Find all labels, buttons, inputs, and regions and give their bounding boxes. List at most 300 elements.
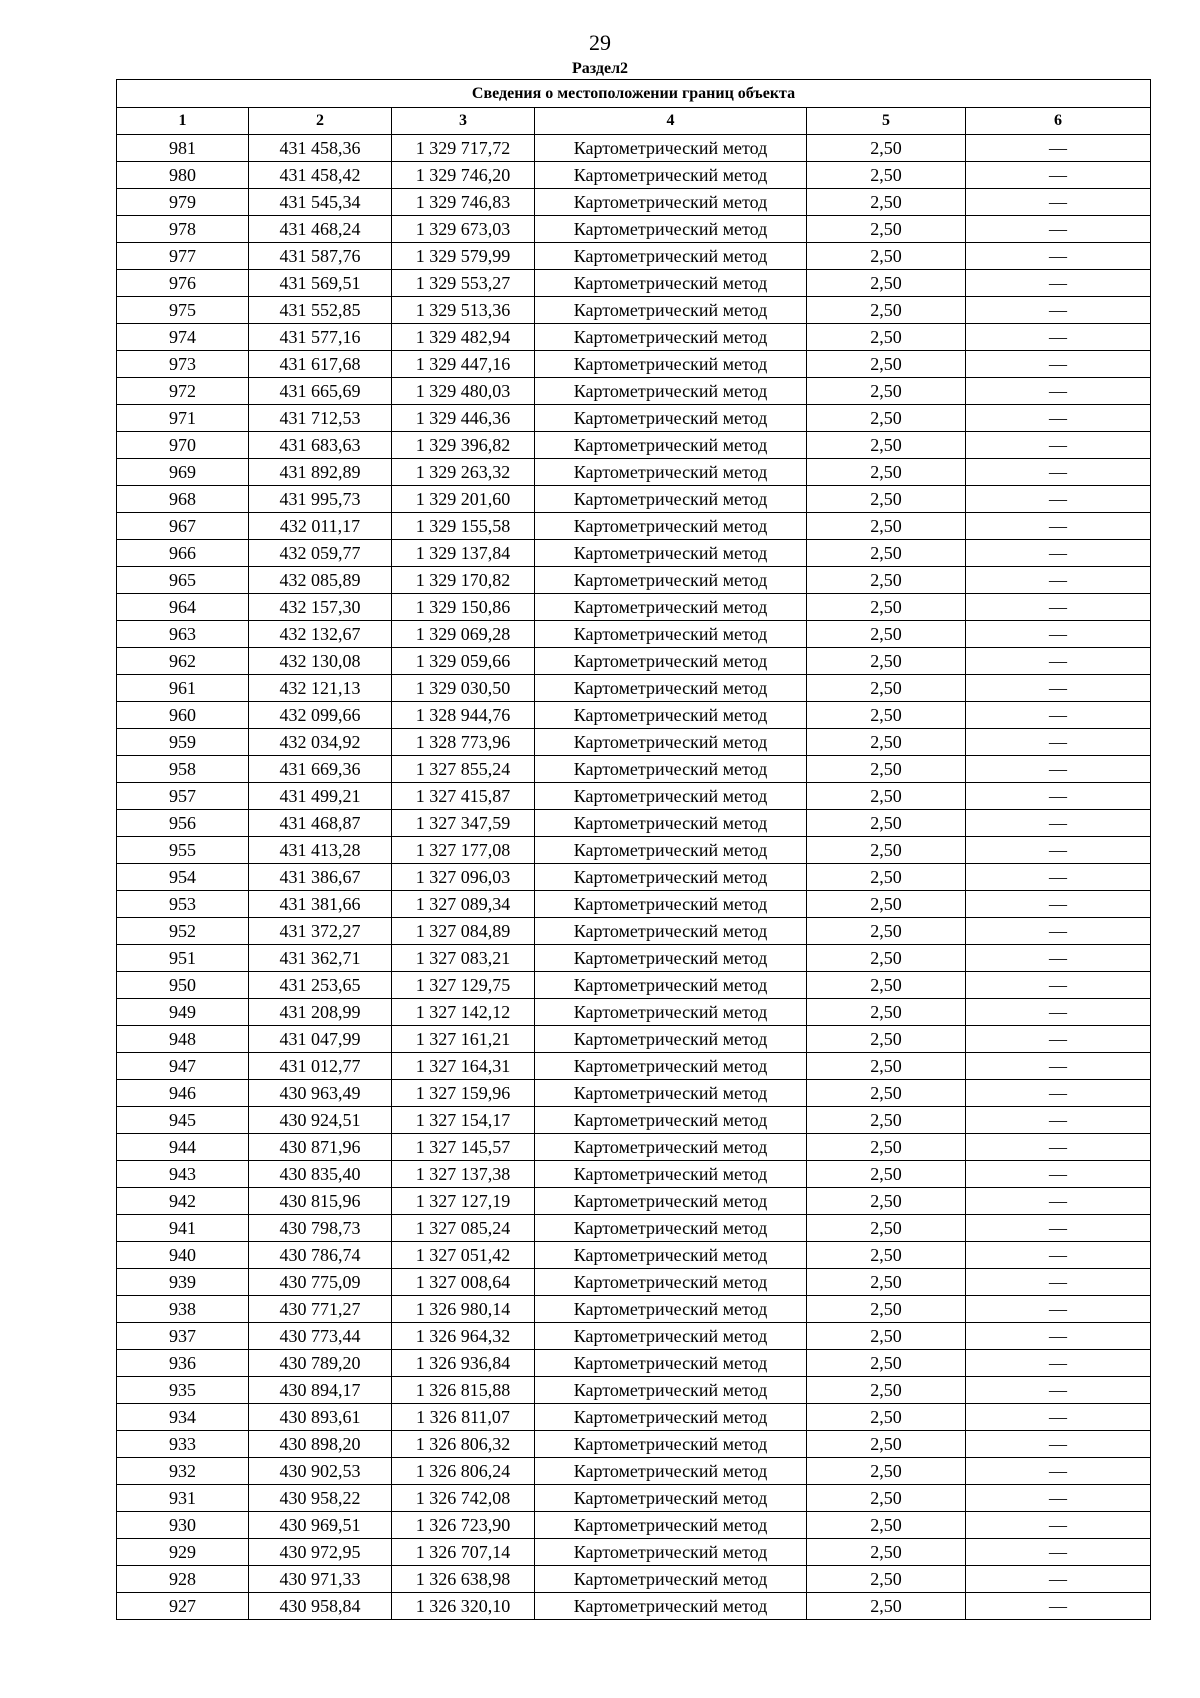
y-coordinate-cell: 1 329 263,32 bbox=[392, 459, 535, 486]
table-row bbox=[117, 1539, 1151, 1566]
table-row bbox=[117, 162, 1151, 189]
table-row bbox=[117, 810, 1151, 837]
table-row bbox=[117, 1134, 1151, 1161]
column-number-5: 5 bbox=[807, 108, 966, 135]
accuracy-cell: 2,50 bbox=[807, 1458, 966, 1485]
accuracy-cell: 2,50 bbox=[807, 756, 966, 783]
y-coordinate-cell: 1 329 717,72 bbox=[392, 135, 535, 162]
method-cell: Картометрический метод bbox=[535, 810, 807, 837]
accuracy-cell: 2,50 bbox=[807, 216, 966, 243]
y-coordinate-cell: 1 327 177,08 bbox=[392, 837, 535, 864]
y-coordinate-cell: 1 326 811,07 bbox=[392, 1404, 535, 1431]
description-cell: — bbox=[966, 783, 1151, 810]
point-number-cell: 955 bbox=[117, 837, 249, 864]
method-cell: Картометрический метод bbox=[535, 324, 807, 351]
accuracy-cell: 2,50 bbox=[807, 891, 966, 918]
x-coordinate-cell: 432 011,17 bbox=[249, 513, 392, 540]
table-row bbox=[117, 648, 1151, 675]
point-number-cell: 953 bbox=[117, 891, 249, 918]
point-number-cell: 975 bbox=[117, 297, 249, 324]
description-cell: — bbox=[966, 135, 1151, 162]
x-coordinate-cell: 430 798,73 bbox=[249, 1215, 392, 1242]
accuracy-cell: 2,50 bbox=[807, 1215, 966, 1242]
accuracy-cell: 2,50 bbox=[807, 864, 966, 891]
y-coordinate-cell: 1 329 201,60 bbox=[392, 486, 535, 513]
method-cell: Картометрический метод bbox=[535, 1188, 807, 1215]
method-cell: Картометрический метод bbox=[535, 1458, 807, 1485]
table-row bbox=[117, 1269, 1151, 1296]
description-cell: — bbox=[966, 1458, 1151, 1485]
method-cell: Картометрический метод bbox=[535, 135, 807, 162]
description-cell: — bbox=[966, 567, 1151, 594]
description-cell: — bbox=[966, 486, 1151, 513]
method-cell: Картометрический метод bbox=[535, 1323, 807, 1350]
point-number-cell: 938 bbox=[117, 1296, 249, 1323]
point-number-cell: 964 bbox=[117, 594, 249, 621]
description-cell: — bbox=[966, 243, 1151, 270]
x-coordinate-cell: 432 130,08 bbox=[249, 648, 392, 675]
y-coordinate-cell: 1 327 084,89 bbox=[392, 918, 535, 945]
description-cell: — bbox=[966, 1539, 1151, 1566]
description-cell: — bbox=[966, 891, 1151, 918]
x-coordinate-cell: 431 892,89 bbox=[249, 459, 392, 486]
x-coordinate-cell: 431 617,68 bbox=[249, 351, 392, 378]
method-cell: Картометрический метод bbox=[535, 1539, 807, 1566]
point-number-cell: 928 bbox=[117, 1566, 249, 1593]
y-coordinate-cell: 1 327 347,59 bbox=[392, 810, 535, 837]
point-number-cell: 968 bbox=[117, 486, 249, 513]
x-coordinate-cell: 430 835,40 bbox=[249, 1161, 392, 1188]
method-cell: Картометрический метод bbox=[535, 1080, 807, 1107]
y-coordinate-cell: 1 327 129,75 bbox=[392, 972, 535, 999]
y-coordinate-cell: 1 329 513,36 bbox=[392, 297, 535, 324]
point-number-cell: 936 bbox=[117, 1350, 249, 1377]
accuracy-cell: 2,50 bbox=[807, 1134, 966, 1161]
accuracy-cell: 2,50 bbox=[807, 1107, 966, 1134]
y-coordinate-cell: 1 329 396,82 bbox=[392, 432, 535, 459]
method-cell: Картометрический метод bbox=[535, 1485, 807, 1512]
point-number-cell: 978 bbox=[117, 216, 249, 243]
y-coordinate-cell: 1 327 855,24 bbox=[392, 756, 535, 783]
method-cell: Картометрический метод bbox=[535, 1512, 807, 1539]
y-coordinate-cell: 1 326 723,90 bbox=[392, 1512, 535, 1539]
x-coordinate-cell: 431 208,99 bbox=[249, 999, 392, 1026]
x-coordinate-cell: 430 773,44 bbox=[249, 1323, 392, 1350]
point-number-cell: 950 bbox=[117, 972, 249, 999]
x-coordinate-cell: 430 815,96 bbox=[249, 1188, 392, 1215]
description-cell: — bbox=[966, 1404, 1151, 1431]
x-coordinate-cell: 431 458,36 bbox=[249, 135, 392, 162]
description-cell: — bbox=[966, 1107, 1151, 1134]
section-title: Раздел2 bbox=[571, 60, 629, 77]
accuracy-cell: 2,50 bbox=[807, 378, 966, 405]
y-coordinate-cell: 1 329 447,16 bbox=[392, 351, 535, 378]
point-number-cell: 947 bbox=[117, 1053, 249, 1080]
point-number-cell: 969 bbox=[117, 459, 249, 486]
y-coordinate-cell: 1 329 155,58 bbox=[392, 513, 535, 540]
point-number-cell: 971 bbox=[117, 405, 249, 432]
y-coordinate-cell: 1 327 083,21 bbox=[392, 945, 535, 972]
accuracy-cell: 2,50 bbox=[807, 351, 966, 378]
method-cell: Картометрический метод bbox=[535, 891, 807, 918]
point-number-cell: 931 bbox=[117, 1485, 249, 1512]
y-coordinate-cell: 1 329 170,82 bbox=[392, 567, 535, 594]
y-coordinate-cell: 1 329 150,86 bbox=[392, 594, 535, 621]
table-row bbox=[117, 594, 1151, 621]
x-coordinate-cell: 432 034,92 bbox=[249, 729, 392, 756]
table-row bbox=[117, 972, 1151, 999]
description-cell: — bbox=[966, 1188, 1151, 1215]
description-cell: — bbox=[966, 405, 1151, 432]
y-coordinate-cell: 1 327 127,19 bbox=[392, 1188, 535, 1215]
method-cell: Картометрический метод bbox=[535, 1107, 807, 1134]
accuracy-cell: 2,50 bbox=[807, 243, 966, 270]
table-row bbox=[117, 1242, 1151, 1269]
point-number-cell: 952 bbox=[117, 918, 249, 945]
y-coordinate-cell: 1 327 154,17 bbox=[392, 1107, 535, 1134]
table-row bbox=[117, 189, 1151, 216]
point-number-cell: 967 bbox=[117, 513, 249, 540]
accuracy-cell: 2,50 bbox=[807, 837, 966, 864]
point-number-cell: 954 bbox=[117, 864, 249, 891]
accuracy-cell: 2,50 bbox=[807, 918, 966, 945]
table-row bbox=[117, 1215, 1151, 1242]
accuracy-cell: 2,50 bbox=[807, 1188, 966, 1215]
point-number-cell: 972 bbox=[117, 378, 249, 405]
x-coordinate-cell: 431 386,67 bbox=[249, 864, 392, 891]
accuracy-cell: 2,50 bbox=[807, 540, 966, 567]
description-cell: — bbox=[966, 945, 1151, 972]
description-cell: — bbox=[966, 1350, 1151, 1377]
description-cell: — bbox=[966, 351, 1151, 378]
description-cell: — bbox=[966, 1242, 1151, 1269]
x-coordinate-cell: 431 253,65 bbox=[249, 972, 392, 999]
method-cell: Картометрический метод bbox=[535, 972, 807, 999]
method-cell: Картометрический метод bbox=[535, 675, 807, 702]
description-cell: — bbox=[966, 513, 1151, 540]
accuracy-cell: 2,50 bbox=[807, 621, 966, 648]
point-number-cell: 933 bbox=[117, 1431, 249, 1458]
method-cell: Картометрический метод bbox=[535, 702, 807, 729]
point-number-cell: 930 bbox=[117, 1512, 249, 1539]
point-number-cell: 957 bbox=[117, 783, 249, 810]
x-coordinate-cell: 430 894,17 bbox=[249, 1377, 392, 1404]
description-cell: — bbox=[966, 810, 1151, 837]
table-row bbox=[117, 999, 1151, 1026]
method-cell: Картометрический метод bbox=[535, 1026, 807, 1053]
table-caption-row bbox=[117, 80, 1151, 108]
y-coordinate-cell: 1 326 742,08 bbox=[392, 1485, 535, 1512]
accuracy-cell: 2,50 bbox=[807, 1350, 966, 1377]
description-cell: — bbox=[966, 675, 1151, 702]
point-number-cell: 960 bbox=[117, 702, 249, 729]
y-coordinate-cell: 1 329 446,36 bbox=[392, 405, 535, 432]
x-coordinate-cell: 431 665,69 bbox=[249, 378, 392, 405]
table-row bbox=[117, 540, 1151, 567]
table-row bbox=[117, 675, 1151, 702]
y-coordinate-cell: 1 329 137,84 bbox=[392, 540, 535, 567]
page-number: 29 bbox=[589, 30, 611, 55]
x-coordinate-cell: 431 545,34 bbox=[249, 189, 392, 216]
accuracy-cell: 2,50 bbox=[807, 1269, 966, 1296]
x-coordinate-cell: 431 012,77 bbox=[249, 1053, 392, 1080]
column-number-2: 2 bbox=[249, 108, 392, 135]
method-cell: Картометрический метод bbox=[535, 297, 807, 324]
description-cell: — bbox=[966, 459, 1151, 486]
y-coordinate-cell: 1 326 806,24 bbox=[392, 1458, 535, 1485]
point-number-cell: 980 bbox=[117, 162, 249, 189]
x-coordinate-cell: 431 995,73 bbox=[249, 486, 392, 513]
table-row bbox=[117, 459, 1151, 486]
point-number-cell: 961 bbox=[117, 675, 249, 702]
table-row bbox=[117, 1323, 1151, 1350]
x-coordinate-cell: 430 775,09 bbox=[249, 1269, 392, 1296]
method-cell: Картометрический метод bbox=[535, 162, 807, 189]
description-cell: — bbox=[966, 1134, 1151, 1161]
accuracy-cell: 2,50 bbox=[807, 702, 966, 729]
point-number-cell: 935 bbox=[117, 1377, 249, 1404]
y-coordinate-cell: 1 329 482,94 bbox=[392, 324, 535, 351]
y-coordinate-cell: 1 329 030,50 bbox=[392, 675, 535, 702]
method-cell: Картометрический метод bbox=[535, 378, 807, 405]
y-coordinate-cell: 1 326 936,84 bbox=[392, 1350, 535, 1377]
x-coordinate-cell: 430 963,49 bbox=[249, 1080, 392, 1107]
x-coordinate-cell: 431 577,16 bbox=[249, 324, 392, 351]
point-number-cell: 963 bbox=[117, 621, 249, 648]
point-number-cell: 942 bbox=[117, 1188, 249, 1215]
point-number-cell: 977 bbox=[117, 243, 249, 270]
table-row bbox=[117, 486, 1151, 513]
y-coordinate-cell: 1 329 069,28 bbox=[392, 621, 535, 648]
table-row bbox=[117, 891, 1151, 918]
accuracy-cell: 2,50 bbox=[807, 999, 966, 1026]
method-cell: Картометрический метод bbox=[535, 621, 807, 648]
x-coordinate-cell: 430 972,95 bbox=[249, 1539, 392, 1566]
description-cell: — bbox=[966, 1269, 1151, 1296]
point-number-cell: 944 bbox=[117, 1134, 249, 1161]
table-row bbox=[117, 756, 1151, 783]
method-cell: Картометрический метод bbox=[535, 999, 807, 1026]
table-row bbox=[117, 270, 1151, 297]
accuracy-cell: 2,50 bbox=[807, 513, 966, 540]
y-coordinate-cell: 1 329 480,03 bbox=[392, 378, 535, 405]
point-number-cell: 956 bbox=[117, 810, 249, 837]
method-cell: Картометрический метод bbox=[535, 270, 807, 297]
point-number-cell: 932 bbox=[117, 1458, 249, 1485]
y-coordinate-cell: 1 326 980,14 bbox=[392, 1296, 535, 1323]
y-coordinate-cell: 1 326 964,32 bbox=[392, 1323, 535, 1350]
x-coordinate-cell: 431 552,85 bbox=[249, 297, 392, 324]
method-cell: Картометрический метод bbox=[535, 540, 807, 567]
accuracy-cell: 2,50 bbox=[807, 1431, 966, 1458]
y-coordinate-cell: 1 327 008,64 bbox=[392, 1269, 535, 1296]
description-cell: — bbox=[966, 378, 1151, 405]
method-cell: Картометрический метод bbox=[535, 513, 807, 540]
y-coordinate-cell: 1 326 638,98 bbox=[392, 1566, 535, 1593]
description-cell: — bbox=[966, 1485, 1151, 1512]
accuracy-cell: 2,50 bbox=[807, 567, 966, 594]
point-number-cell: 929 bbox=[117, 1539, 249, 1566]
x-coordinate-cell: 430 902,53 bbox=[249, 1458, 392, 1485]
x-coordinate-cell: 430 871,96 bbox=[249, 1134, 392, 1161]
x-coordinate-cell: 430 771,27 bbox=[249, 1296, 392, 1323]
method-cell: Картометрический метод bbox=[535, 189, 807, 216]
description-cell: — bbox=[966, 1512, 1151, 1539]
table-row bbox=[117, 1458, 1151, 1485]
accuracy-cell: 2,50 bbox=[807, 594, 966, 621]
description-cell: — bbox=[966, 1431, 1151, 1458]
method-cell: Картометрический метод bbox=[535, 1161, 807, 1188]
x-coordinate-cell: 430 898,20 bbox=[249, 1431, 392, 1458]
accuracy-cell: 2,50 bbox=[807, 945, 966, 972]
method-cell: Картометрический метод bbox=[535, 918, 807, 945]
accuracy-cell: 2,50 bbox=[807, 1080, 966, 1107]
y-coordinate-cell: 1 327 096,03 bbox=[392, 864, 535, 891]
accuracy-cell: 2,50 bbox=[807, 162, 966, 189]
description-cell: — bbox=[966, 999, 1151, 1026]
point-number-cell: 946 bbox=[117, 1080, 249, 1107]
description-cell: — bbox=[966, 837, 1151, 864]
accuracy-cell: 2,50 bbox=[807, 783, 966, 810]
table-row bbox=[117, 567, 1151, 594]
x-coordinate-cell: 431 569,51 bbox=[249, 270, 392, 297]
description-cell: — bbox=[966, 297, 1151, 324]
accuracy-cell: 2,50 bbox=[807, 405, 966, 432]
y-coordinate-cell: 1 329 746,83 bbox=[392, 189, 535, 216]
table-row bbox=[117, 945, 1151, 972]
table-caption: Сведения о местоположении границ объекта bbox=[117, 80, 1151, 108]
description-cell: — bbox=[966, 756, 1151, 783]
x-coordinate-cell: 431 362,71 bbox=[249, 945, 392, 972]
column-number-row bbox=[117, 108, 1151, 135]
method-cell: Картометрический метод bbox=[535, 1242, 807, 1269]
accuracy-cell: 2,50 bbox=[807, 1161, 966, 1188]
x-coordinate-cell: 431 669,36 bbox=[249, 756, 392, 783]
method-cell: Картометрический метод bbox=[535, 351, 807, 378]
accuracy-cell: 2,50 bbox=[807, 1539, 966, 1566]
x-coordinate-cell: 432 157,30 bbox=[249, 594, 392, 621]
x-coordinate-cell: 431 413,28 bbox=[249, 837, 392, 864]
method-cell: Картометрический метод bbox=[535, 1593, 807, 1620]
y-coordinate-cell: 1 327 137,38 bbox=[392, 1161, 535, 1188]
table-row bbox=[117, 1404, 1151, 1431]
accuracy-cell: 2,50 bbox=[807, 675, 966, 702]
method-cell: Картометрический метод bbox=[535, 243, 807, 270]
table-row bbox=[117, 864, 1151, 891]
point-number-cell: 945 bbox=[117, 1107, 249, 1134]
description-cell: — bbox=[966, 864, 1151, 891]
method-cell: Картометрический метод bbox=[535, 1350, 807, 1377]
point-number-cell: 979 bbox=[117, 189, 249, 216]
accuracy-cell: 2,50 bbox=[807, 297, 966, 324]
x-coordinate-cell: 432 059,77 bbox=[249, 540, 392, 567]
accuracy-cell: 2,50 bbox=[807, 324, 966, 351]
method-cell: Картометрический метод bbox=[535, 1566, 807, 1593]
y-coordinate-cell: 1 328 944,76 bbox=[392, 702, 535, 729]
table-row bbox=[117, 1296, 1151, 1323]
description-cell: — bbox=[966, 702, 1151, 729]
description-cell: — bbox=[966, 1323, 1151, 1350]
method-cell: Картометрический метод bbox=[535, 1296, 807, 1323]
point-number-cell: 974 bbox=[117, 324, 249, 351]
method-cell: Картометрический метод bbox=[535, 945, 807, 972]
point-number-cell: 927 bbox=[117, 1593, 249, 1620]
x-coordinate-cell: 432 099,66 bbox=[249, 702, 392, 729]
x-coordinate-cell: 430 969,51 bbox=[249, 1512, 392, 1539]
x-coordinate-cell: 430 786,74 bbox=[249, 1242, 392, 1269]
description-cell: — bbox=[966, 432, 1151, 459]
point-number-cell: 970 bbox=[117, 432, 249, 459]
table-row bbox=[117, 1350, 1151, 1377]
method-cell: Картометрический метод bbox=[535, 648, 807, 675]
accuracy-cell: 2,50 bbox=[807, 270, 966, 297]
description-cell: — bbox=[966, 1026, 1151, 1053]
accuracy-cell: 2,50 bbox=[807, 1485, 966, 1512]
method-cell: Картометрический метод bbox=[535, 1431, 807, 1458]
table-row bbox=[117, 351, 1151, 378]
point-number-cell: 943 bbox=[117, 1161, 249, 1188]
method-cell: Картометрический метод bbox=[535, 756, 807, 783]
point-number-cell: 959 bbox=[117, 729, 249, 756]
accuracy-cell: 2,50 bbox=[807, 189, 966, 216]
accuracy-cell: 2,50 bbox=[807, 486, 966, 513]
table-row bbox=[117, 1377, 1151, 1404]
y-coordinate-cell: 1 326 815,88 bbox=[392, 1377, 535, 1404]
x-coordinate-cell: 432 121,13 bbox=[249, 675, 392, 702]
point-number-cell: 949 bbox=[117, 999, 249, 1026]
table-row bbox=[117, 243, 1151, 270]
description-cell: — bbox=[966, 1080, 1151, 1107]
accuracy-cell: 2,50 bbox=[807, 1377, 966, 1404]
boundary-coordinates-table bbox=[116, 79, 1151, 1620]
description-cell: — bbox=[966, 972, 1151, 999]
accuracy-cell: 2,50 bbox=[807, 810, 966, 837]
table-row bbox=[117, 1026, 1151, 1053]
table-row bbox=[117, 1080, 1151, 1107]
x-coordinate-cell: 431 468,24 bbox=[249, 216, 392, 243]
method-cell: Картометрический метод bbox=[535, 1377, 807, 1404]
accuracy-cell: 2,50 bbox=[807, 459, 966, 486]
accuracy-cell: 2,50 bbox=[807, 1242, 966, 1269]
column-number-4: 4 bbox=[535, 108, 807, 135]
point-number-cell: 973 bbox=[117, 351, 249, 378]
method-cell: Картометрический метод bbox=[535, 729, 807, 756]
description-cell: — bbox=[966, 216, 1151, 243]
x-coordinate-cell: 430 789,20 bbox=[249, 1350, 392, 1377]
point-number-cell: 981 bbox=[117, 135, 249, 162]
x-coordinate-cell: 431 372,27 bbox=[249, 918, 392, 945]
x-coordinate-cell: 431 468,87 bbox=[249, 810, 392, 837]
point-number-cell: 965 bbox=[117, 567, 249, 594]
y-coordinate-cell: 1 329 746,20 bbox=[392, 162, 535, 189]
table-row bbox=[117, 837, 1151, 864]
column-number-1: 1 bbox=[117, 108, 249, 135]
method-cell: Картометрический метод bbox=[535, 432, 807, 459]
description-cell: — bbox=[966, 1215, 1151, 1242]
point-number-cell: 937 bbox=[117, 1323, 249, 1350]
table-body bbox=[117, 135, 1151, 1620]
table-row bbox=[117, 216, 1151, 243]
description-cell: — bbox=[966, 621, 1151, 648]
method-cell: Картометрический метод bbox=[535, 567, 807, 594]
column-number-6: 6 bbox=[966, 108, 1151, 135]
y-coordinate-cell: 1 328 773,96 bbox=[392, 729, 535, 756]
table-row bbox=[117, 783, 1151, 810]
description-cell: — bbox=[966, 729, 1151, 756]
description-cell: — bbox=[966, 648, 1151, 675]
accuracy-cell: 2,50 bbox=[807, 1566, 966, 1593]
x-coordinate-cell: 430 893,61 bbox=[249, 1404, 392, 1431]
